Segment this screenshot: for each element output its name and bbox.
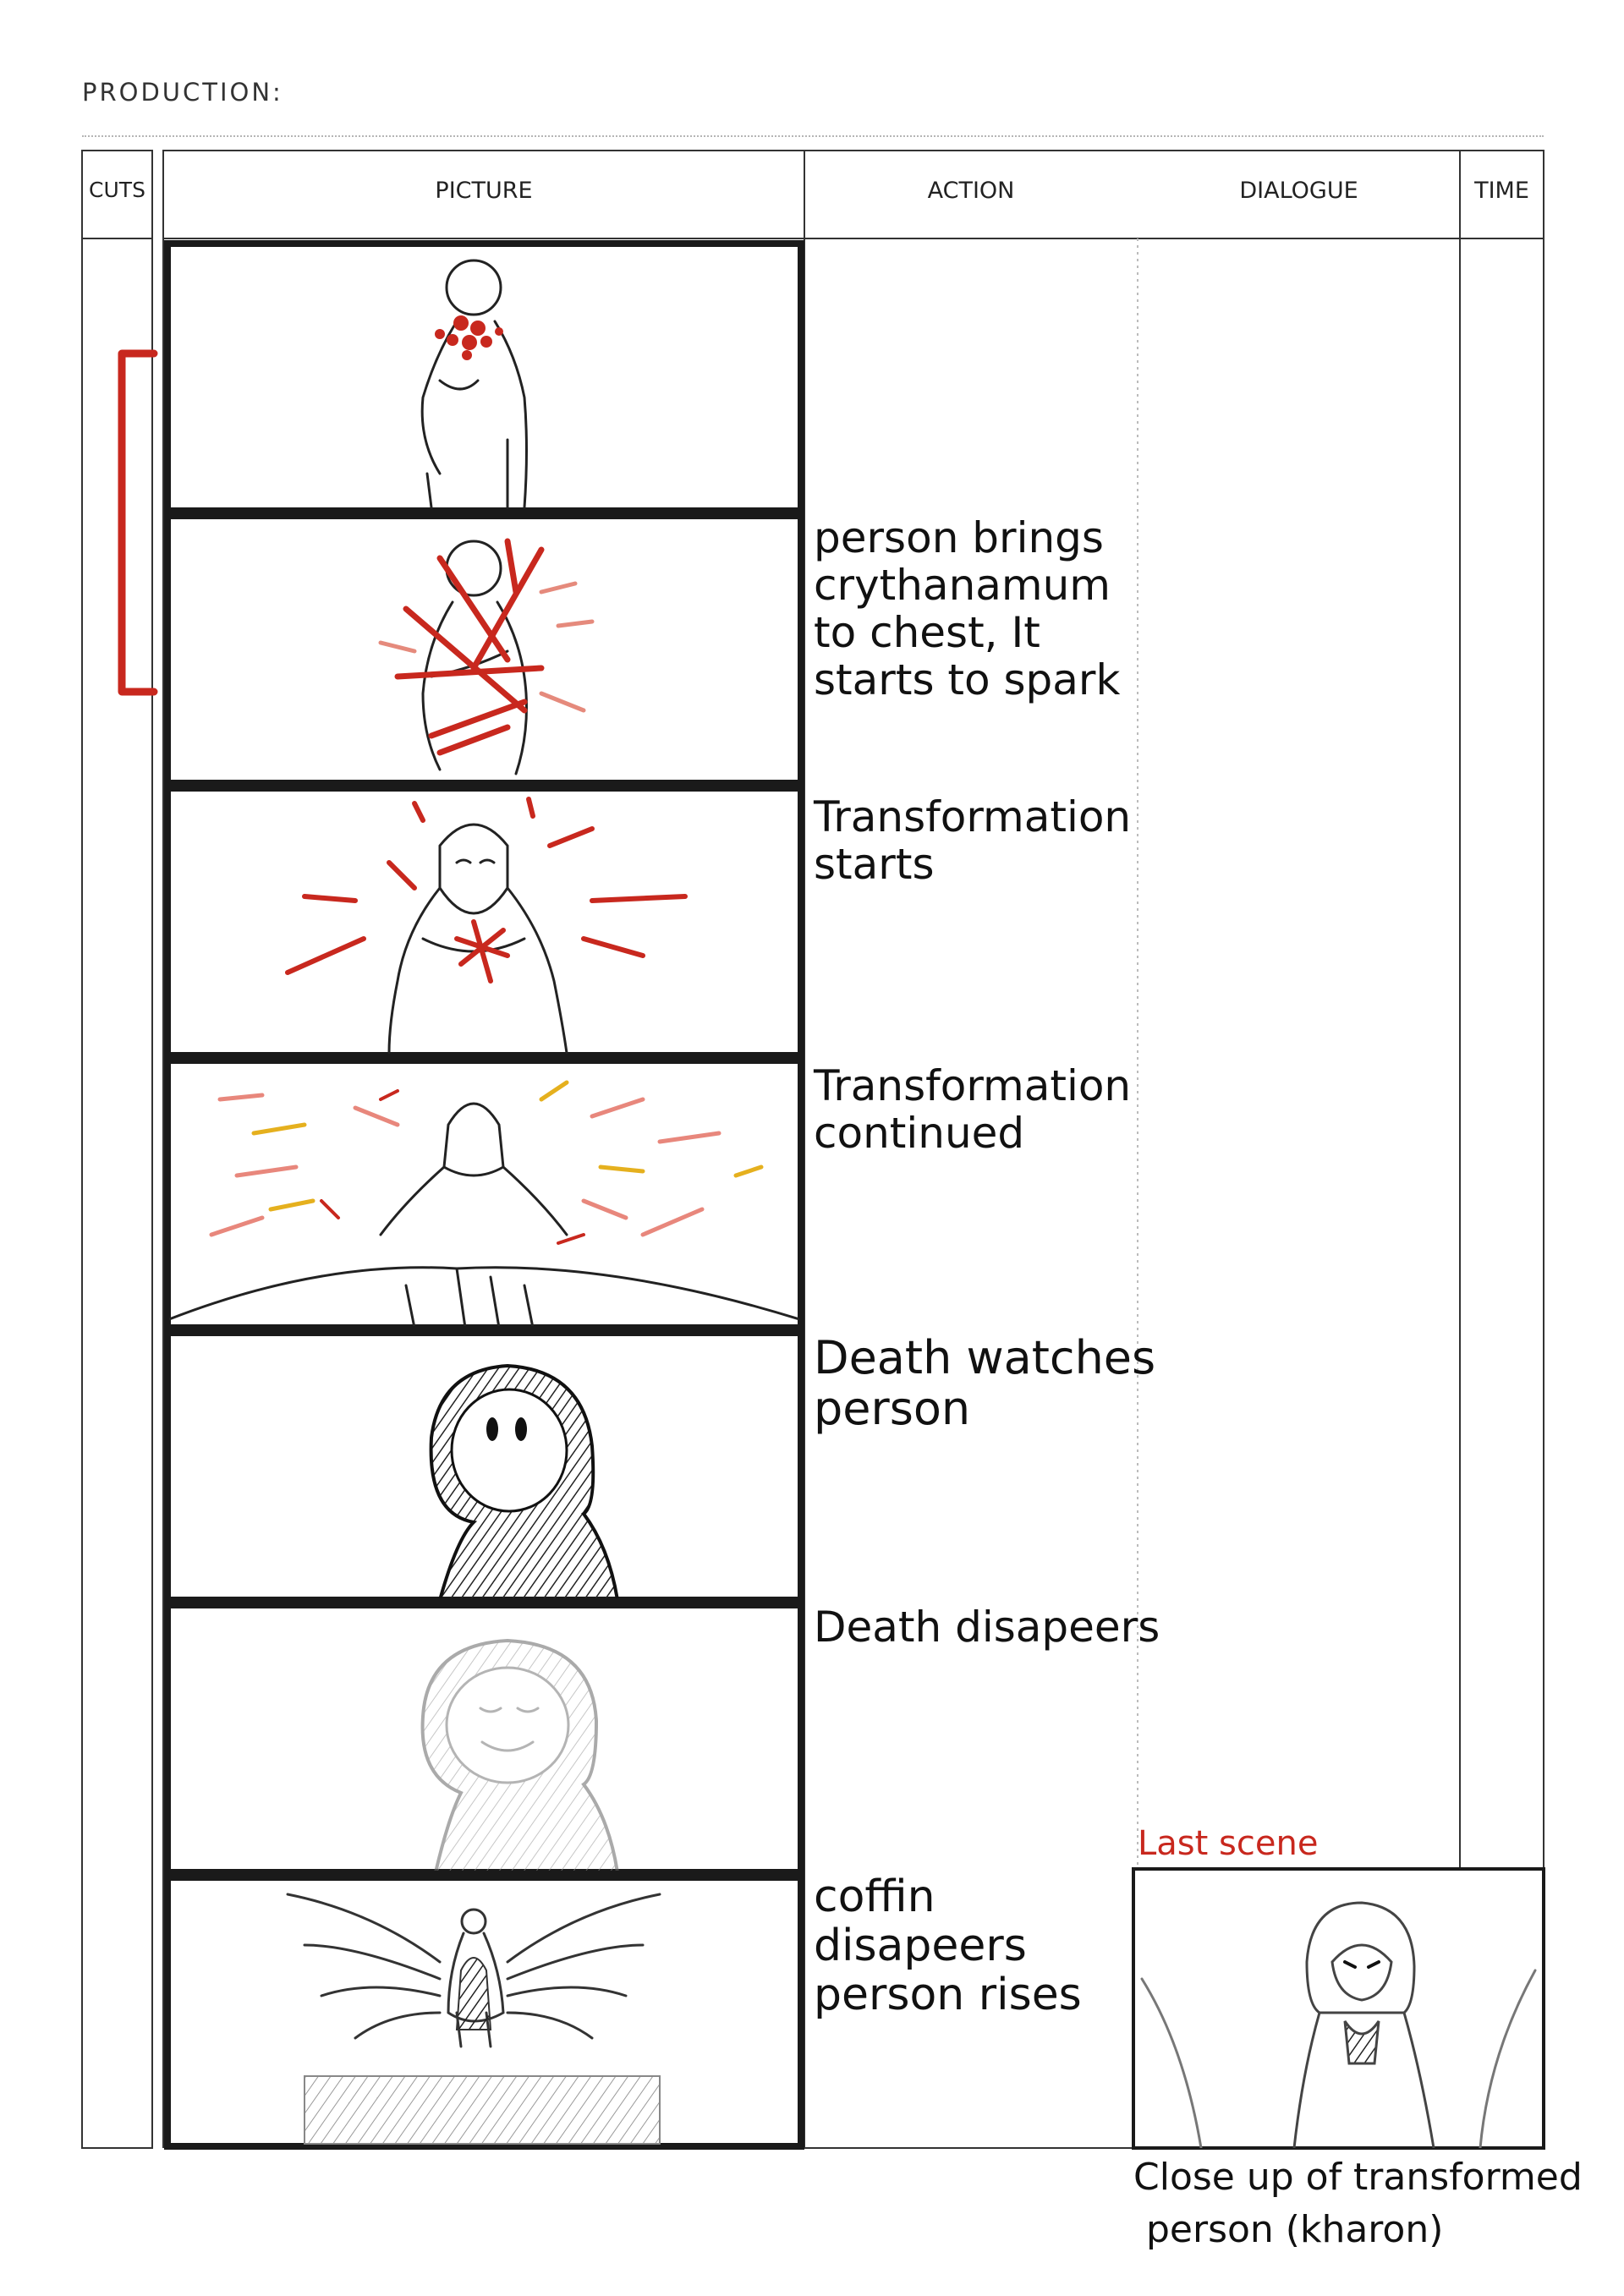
header-time: TIME (1474, 178, 1529, 204)
last-scene-panel (1133, 1869, 1544, 2148)
action-note-6: coffin disapeers person rises (814, 1871, 1082, 2021)
action-note-1: person brings crythanamum to chest, It starts to spark (814, 513, 1121, 704)
last-scene-label: Last scene (1138, 1824, 1319, 1863)
action-note-3: Transformation continued (814, 1061, 1132, 1158)
panel-2-sketch (381, 541, 592, 774)
panel-4-sketch (169, 1082, 799, 1328)
panel-3-sketch (288, 799, 685, 1053)
action-note-5: Death disapeers (814, 1603, 1160, 1652)
header-picture: PICTURE (435, 178, 533, 204)
cuts-column (82, 151, 152, 2148)
last-scene-caption-line1: Close up of transformed (1133, 2156, 1583, 2199)
header-action: ACTION (927, 178, 1015, 204)
last-scene-caption-line2: person (kharon) (1146, 2208, 1444, 2251)
header-dialogue: DIALOGUE (1239, 178, 1358, 204)
panel-5-sketch (431, 1366, 617, 1600)
panel-6-sketch (423, 1641, 617, 1872)
header-cuts: CUTS (89, 178, 145, 202)
cut-bracket (122, 353, 154, 692)
panel-1-sketch (422, 260, 526, 507)
action-note-4: Death watches person (814, 1331, 1156, 1436)
production-label: PRODUCTION: (82, 78, 283, 107)
panel-7-sketch (288, 1894, 660, 2144)
action-note-2: Transformation starts (814, 792, 1132, 889)
